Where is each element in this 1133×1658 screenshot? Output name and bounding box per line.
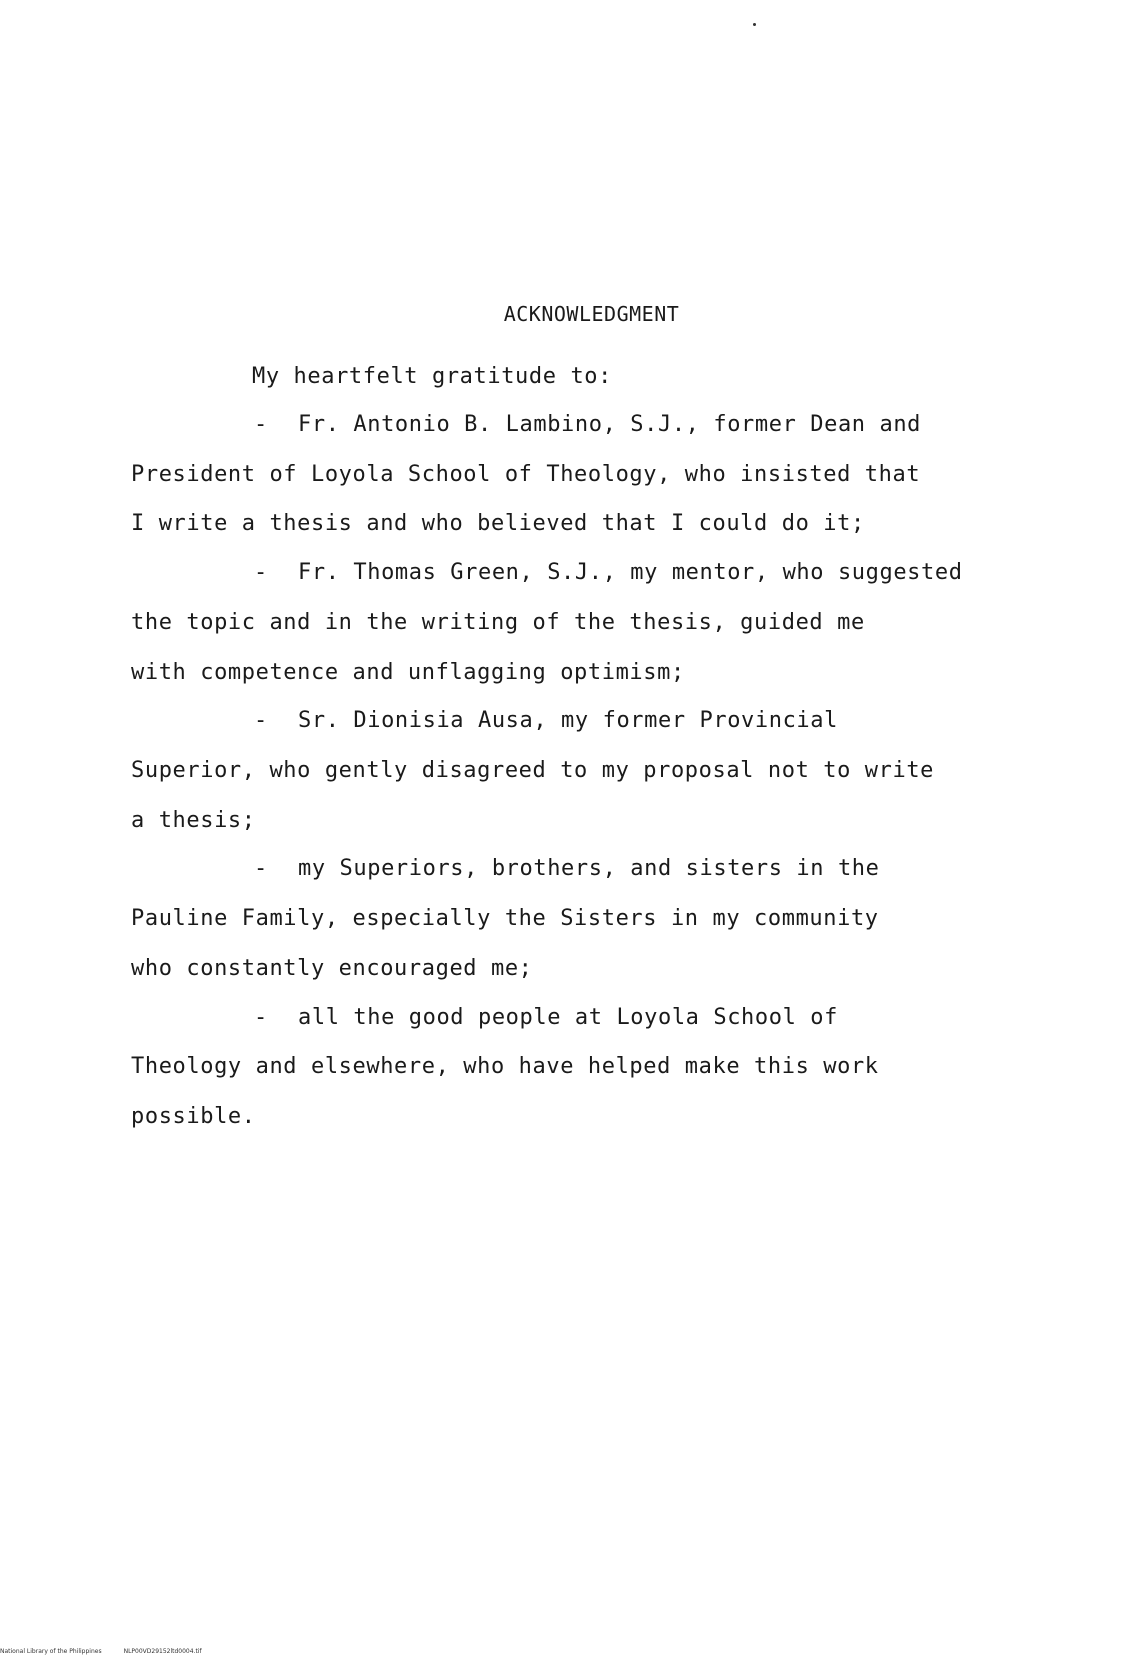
dash-mark: - — [254, 856, 268, 881]
dash-mark: - — [254, 1005, 268, 1030]
item-4-first-line: - my Superiors, brothers, and sisters in the — [254, 856, 880, 881]
footer-file: NLP00VD29152ltd0004.tif — [123, 1648, 202, 1655]
item-5-line-3: possible. — [131, 1104, 256, 1129]
item-1-line-2: President of Loyola School of Theology, who insisted that — [131, 462, 921, 487]
item-2-first-line: - Fr. Thomas Green, S.J., my mentor, who suggested — [254, 560, 963, 585]
item-3-first-line: - Sr. Dionisia Ausa, my former Provincial — [254, 708, 838, 733]
opening-line: My heartfelt gratitude to: — [252, 364, 612, 389]
item-1-line-3: I write a thesis and who believed that I could do it; — [131, 511, 865, 536]
item-4-line-3: who constantly encouraged me; — [131, 956, 533, 981]
dash-mark: - — [254, 412, 268, 437]
scan-speck — [753, 23, 756, 26]
item-2-line-3: with competence and unflagging optimism; — [131, 660, 685, 685]
footer-library: National Library of the Philippines — [0, 1648, 102, 1655]
dash-mark: - — [254, 560, 268, 585]
item-1-first-line: - Fr. Antonio B. Lambino, S.J., former Dean and — [254, 412, 922, 437]
item-5-first-line: - all the good people at Loyola School of — [254, 1005, 838, 1030]
page-title: ACKNOWLEDGMENT — [503, 302, 680, 326]
dash-mark: - — [254, 708, 268, 733]
item-3-line-3: a thesis; — [131, 808, 256, 833]
item-4-line-2: Pauline Family, especially the Sisters in my community — [131, 906, 879, 931]
scan-footer — [0, 1648, 202, 1655]
item-3-line-2: Superior, who gently disagreed to my proposal not to write — [131, 758, 935, 783]
item-5-line-2: Theology and elsewhere, who have helped make this work — [131, 1054, 879, 1079]
item-2-line-2: the topic and in the writing of the thesis, guided me — [131, 610, 865, 635]
